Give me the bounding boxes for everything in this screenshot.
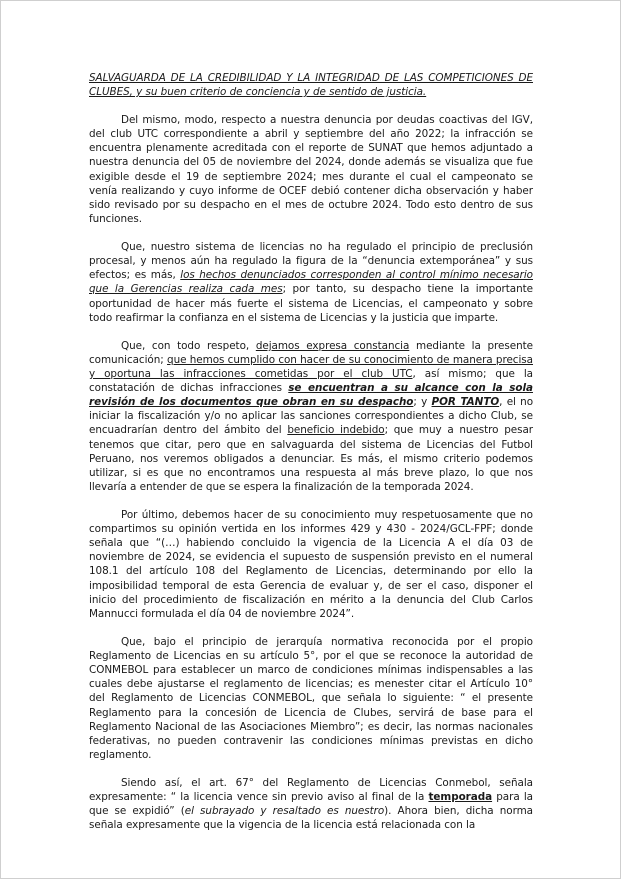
emphasis-bold-underlined-italic: POR TANTO [431, 396, 500, 409]
text-run: mediante la presente comunicación; [89, 339, 533, 366]
emphasis-italic: el subrayado y resaltado es nuestro [184, 805, 385, 818]
text-run: Siendo así, el art. 67° del Reglamento de Licencias Conmebol, señala expresamente: “ la licencia vence sin previo aviso al final de la [89, 777, 533, 804]
text-run: para la que se expidió” ( [89, 791, 533, 818]
text-run: ). Ahora bien, dicha norma señala expresamente que la vigencia de la licencia está relacionada con la [89, 805, 533, 832]
document-body [89, 71, 533, 847]
paragraph-text: Del mismo, modo, respecto a nuestra denuncia por deudas coactivas del IGV, del club UTC correspondiente a abril y septiembre del año 2022; la infracción se encuentra plenamente acreditada con el reporte de SUNAT que hemos adjuntado a nuestra denuncia del 05 de noviembre del 2024, donde además se visualiza que fue exigible desde el 19 de septiembre 2024; mes durante el cual el campeonato se venía realizando y cuyo informe de OCEF debió contener dicha observación y haber sido revisado por su despacho en el mes de octubre 2024. Todo esto dentro de sus funciones. [89, 114, 533, 225]
emphasis-bold-underlined-italic: se encuentran a su alcance con la sola revisión de los documentos que obran en su despacho [89, 382, 533, 409]
emphasis-underlined: dejamos expresa constancia [255, 339, 410, 352]
paragraph-text: Por último, debemos hacer de su conocimiento muy respetuosamente que no compartimos su opinión vertida en los informes 429 y 430 - 2024/GCL-FPF; donde señala que “(…) habiendo concluido la vigencia de la Licencia A el día 03 de noviembre de 2024, se evidencia el supuesto de suspensión previsto en el numeral 108.1 del artículo 108 del Reglamento de Licencias, determinando por ello la imposibilidad temporal de esta Gerencia de evaluar y, de ser el caso, disponer el inicio del procedimiento de fiscalización en mérito a la denuncia del Club Carlos Mannucci formulada el día 04 de noviembre 2024”. [89, 509, 533, 620]
text-run: Que, nuestro sistema de licencias no ha regulado el principio de preclusión procesal, y menos aún ha regulado la figura de la “denuncia extemporánea” y sus efectos; es más, [89, 241, 533, 282]
emphasis-underlined-italic: los hechos denunciados corresponden al control mínimo necesario que la Gerencias realiza cada mes [89, 269, 533, 296]
paragraph-text: Que, bajo el principio de jerarquía normativa reconocida por el propio Reglamento de Licencias en su artículo 5°, por el que se reconoce la autoridad de CONMEBOL para establecer un marco de condiciones mínimas indispensables a las cuales debe ajustarse el reglamento de licencias; es menester citar el Artículo 10° del Reglamento de Licencias CONMEBOL, que señala lo siguiente: “ el presente Reglamento para la concesión de Licencia de Clubes, servirá de base para el Reglamento Nacional de las Asociaciones Miembro”; es decir, las normas nacionales federativas, no pueden contravenir las condiciones mínimas previstas en dicho reglamento. [89, 636, 533, 761]
paragraph-articulo-67 [89, 776, 533, 832]
paragraph-informes [89, 508, 533, 621]
emphasis-bold-underlined: temporada [428, 791, 493, 804]
section-heading: SALVAGUARDA DE LA CREDIBILIDAD Y LA INTEGRIDAD DE LAS COMPETICIONES DE CLUBES, y su buen criterio de conciencia y de sentido de justicia. [89, 72, 533, 99]
paragraph-jerarquia [89, 635, 533, 762]
emphasis-underlined: beneficio indebido [287, 424, 385, 437]
text-run: Que, con todo respeto, [121, 339, 256, 352]
text-run: ; que muy a nuestro pesar tenemos que citar, pero que en salvaguarda del sistema de Licencias del Futbol Peruano, nos veremos obligados a denunciar. Es más, el mismo criterio podemos utilizar, si es que no encontramos una respuesta al más breve plazo, lo que nos llevaría a entender de que se espera la finalización de la temporada 2024. [89, 424, 533, 493]
text-run: ; y [413, 396, 432, 409]
text-run: , así mismo; que la constatación de dichas infracciones [89, 368, 533, 395]
text-run: ; por tanto, su despacho tiene la importante oportunidad de hacer más fuerte el sistema de Licencias, el campeonato y sobre todo reafirmar la confianza en el sistema de Licencias y la justicia que imparte. [89, 283, 533, 324]
paragraph-preclusion [89, 240, 533, 325]
emphasis-underlined: que hemos cumplido con hacer de su conocimiento de manera precisa y oportuna las infracciones cometidas por el club UTC [89, 353, 533, 381]
paragraph-igv-debt [89, 113, 533, 226]
paragraph-constancia [89, 339, 533, 494]
text-run: , el no iniciar la fiscalización y/o no aplicar las sanciones correspondientes a dicho Club, se encuadrarían dentro del ámbito del [89, 396, 534, 437]
